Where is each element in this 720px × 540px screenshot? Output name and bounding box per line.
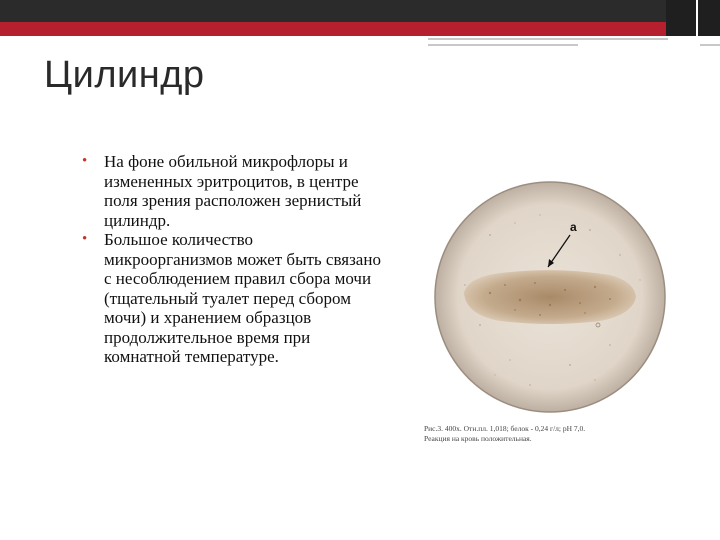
decor-rule xyxy=(428,44,578,46)
bullet-text: Большое количество микроорганизмов может быть связано с несоблюдением правил сбора мочи (тщательный туалет перед сбором мочи) и хранением образцов продолжительное время при комнатной температуре. xyxy=(104,230,381,366)
figure-caption xyxy=(424,424,684,444)
bullet-item xyxy=(82,230,382,367)
slide-title: Цилиндр xyxy=(44,54,205,96)
decor-rule xyxy=(700,44,720,46)
bullet-text: На фоне обильной микрофлоры и измененных эритроцитов, в центре поля зрения расположен зернистый цилиндр. xyxy=(104,152,362,230)
microscope-field-image xyxy=(420,175,680,425)
caption-line: Рис.3. 400х. Отн.пл. 1,018; белок - 0,24 г/л; pH 7,0. xyxy=(424,424,586,433)
micrograph-figure xyxy=(420,175,680,445)
bullet-marker: • xyxy=(82,231,88,247)
decor-rule xyxy=(428,38,668,40)
top-right-block xyxy=(666,0,720,36)
caption-line: Реакция на кровь положительная. xyxy=(424,434,532,443)
bullet-list xyxy=(82,152,382,367)
top-divider xyxy=(696,0,698,36)
top-band xyxy=(0,0,720,22)
bullet-marker: • xyxy=(82,153,88,169)
granular-cast xyxy=(464,270,636,324)
top-accent-band xyxy=(0,22,720,36)
bullet-item xyxy=(82,152,382,230)
figure-label: a xyxy=(570,220,577,234)
